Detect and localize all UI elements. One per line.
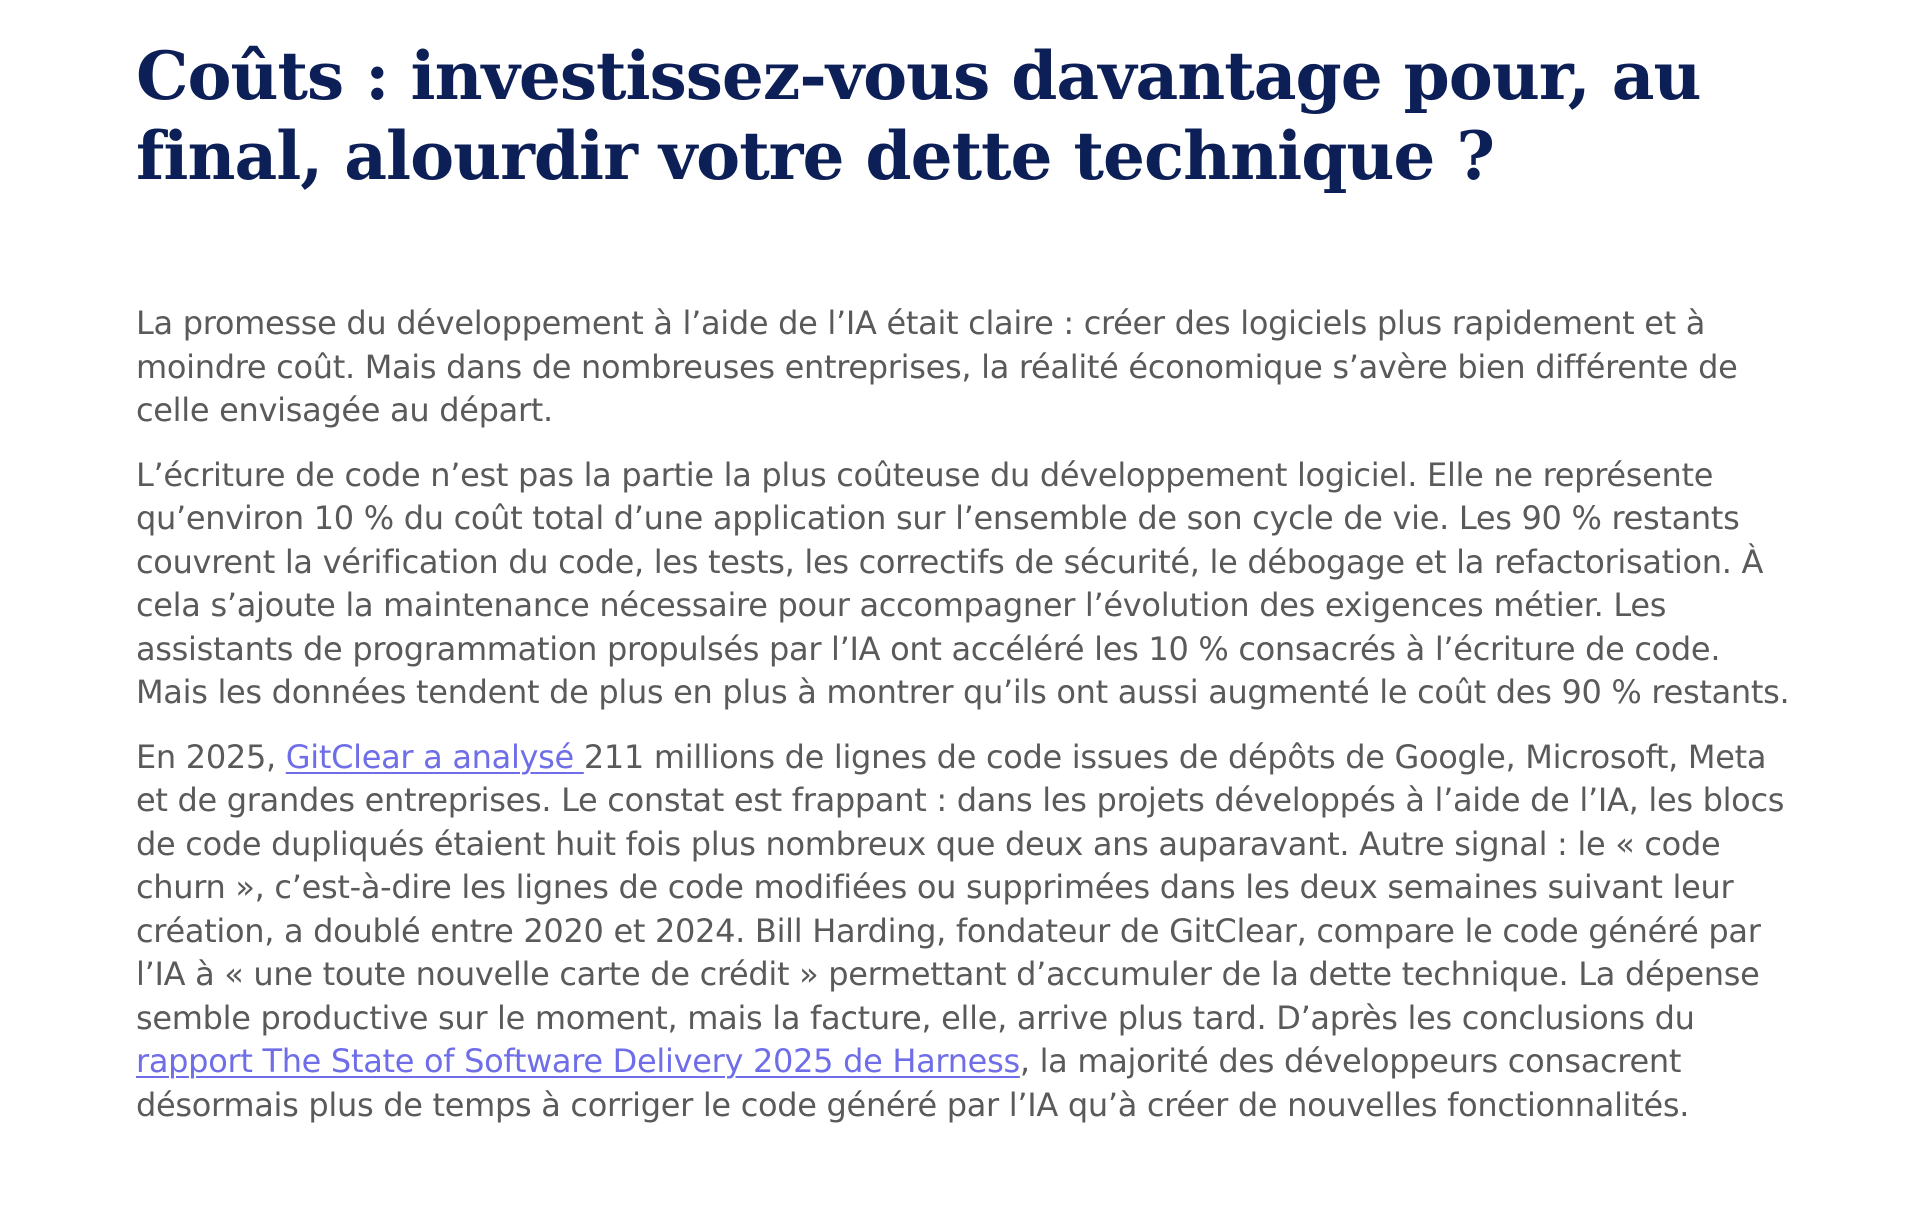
article: [136, 36, 1796, 1148]
paragraph-text-segment: 211 millions de lignes de code issues de dépôts de Google, Microsoft, Meta et de grandes entreprises. Le constat est frappant : dans les projets développés à l’aide de l’IA, les blocs de code dupliqués étaient huit fois plus nombreux que deux ans auparavant. Autre signal : le « code churn », c’est-à-dire les lignes de code modifiées ou supprimées dans les deux semaines suivant leur création, a doublé entre 2020 et 2024. Bill Harding, fondateur de GitClear, compare le code généré par l’IA à « une toute nouvelle carte de crédit » permettant d’accumuler de la dette technique. La dépense semble productive sur le moment, mais la facture, elle, arrive plus tard. D’après les conclusions du: [136, 737, 1785, 1037]
harness-report-link[interactable]: rapport The State of Software Delivery 2025 de Harness: [136, 1042, 1020, 1080]
paragraph-text-segment: , la majorité des développeurs consacrent désormais plus de temps à corriger le code généré par l’IA qu’à créer de nouvelles fonctionnalités.: [136, 1042, 1690, 1124]
gitclear-link[interactable]: GitClear a analysé: [285, 737, 584, 776]
paragraph-cost-breakdown: L’écriture de code n’est pas la partie la plus coûteuse du développement logiciel. Elle ne représente qu’environ 10 % du coût total d’une application sur l’ensemble de son cycle de vie. Les 90 % restants couvrent la vérification du code, les tests, les correctifs de sécurité, le débogage et la refactorisation. À cela s’ajoute la maintenance nécessaire pour accompagner l’évolution des exigences métier. Les assistants de programmation propulsés par l’IA ont accéléré les 10 % consacrés à l’écriture de code. Mais les données tendent de plus en plus à montrer qu’ils ont aussi augmenté le coût des 90 % restants.: [136, 455, 1790, 711]
paragraph-text-segment: En 2025,: [136, 737, 286, 776]
article-title: Coûts : investissez-vous davantage pour, au final, alourdir votre dette technique ?: [136, 37, 1701, 195]
paragraph-intro: La promesse du développement à l’aide de l’IA était claire : créer des logiciels plus rapidement et à moindre coût. Mais dans de nombreuses entreprises, la réalité économique s’avère bien différente de celle envisagée au départ.: [136, 304, 1738, 429]
paragraph-gitclear: [136, 736, 1796, 1128]
